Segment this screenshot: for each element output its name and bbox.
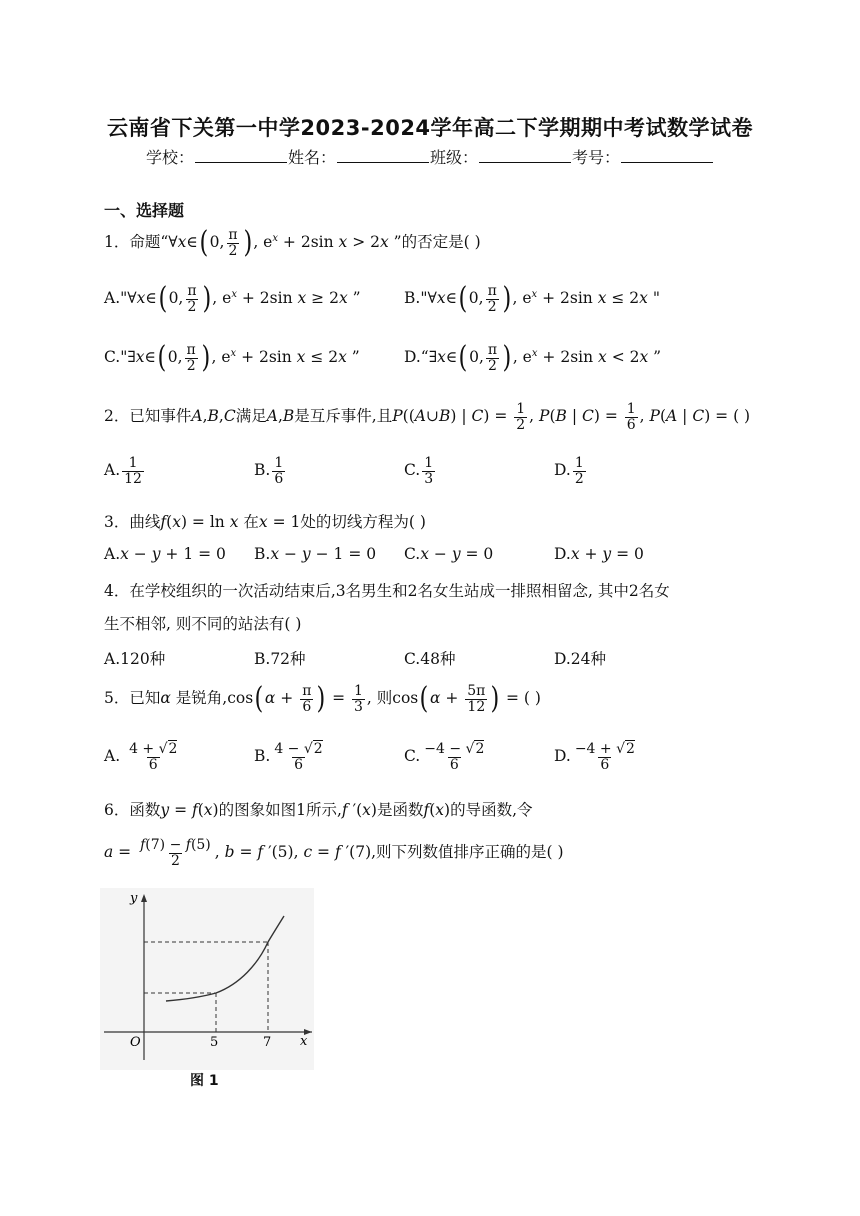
q1-option-d[interactable]: D.“∃x∈(0, $\frac{\pi}{2}$ ), $e^x + 2\sin$ x < 2x ”	[404, 340, 662, 376]
q6-stem-mid2: 是函数	[376, 801, 424, 819]
q1-option-c[interactable]: C."∃x∈(0, $\frac{\pi}{2}$ ), $e^x + 2\sin$ x ≤ 2x ”	[104, 340, 360, 376]
q2-stem: 2．已知事件	[104, 407, 192, 426]
q6-stem-mid: 的图象如图1所示,	[218, 801, 342, 819]
q3-option-c[interactable]: C.x − y = 0	[404, 545, 494, 563]
q5-b-label: B.	[254, 747, 271, 766]
x-axis-label: x	[300, 1034, 308, 1049]
q1-a-label: A."	[104, 289, 128, 308]
q1-b-label: B."	[404, 289, 428, 308]
name-blank[interactable]	[337, 148, 429, 163]
question-6-line-1: 6．函数y = f(x)的图象如图1所示,f ′(x)是函数f(x)的导函数,令	[104, 801, 533, 819]
q3-option-d[interactable]: D.x + y = 0	[554, 545, 644, 563]
q6-stem-post: 的导函数,令	[450, 801, 533, 819]
q2-mid2: 是互斥事件,且	[294, 407, 393, 426]
name-label: 姓名：	[287, 148, 336, 167]
q5-stem-pre: 5．已知	[104, 689, 161, 708]
q2-option-a[interactable]: A. $\frac{1}{12}$	[104, 455, 142, 487]
q4-option-b[interactable]: B.72种	[254, 650, 306, 668]
figure-caption: 图 1	[190, 1073, 219, 1089]
q3-option-b[interactable]: B.x − y − 1 = 0	[254, 545, 377, 563]
q5-option-b[interactable]: B. $\frac{4 - √2}{6}$	[254, 741, 323, 773]
q2-d-label: D.	[554, 461, 571, 480]
q6-stem-pre: 6．函数	[104, 801, 161, 819]
y-axis-label: y	[130, 891, 138, 906]
q6-line2-post: ,则下列数值排序正确的是( )	[371, 843, 564, 862]
q4-option-c[interactable]: C.48种	[404, 650, 456, 668]
q2-b-label: B.	[254, 461, 271, 480]
q2-mid1: 满足	[235, 407, 267, 426]
school-blank[interactable]	[195, 148, 287, 163]
origin-label: O	[130, 1035, 141, 1050]
question-4-line-1: 4．在学校组织的一次活动结束后,3名男生和2名女生站成一排照相留念, 其中2名女	[104, 582, 670, 600]
q2-option-c[interactable]: C. $\frac{1}{3}$	[404, 455, 434, 487]
q5-option-a[interactable]: A. $\frac{4 + √2}{6}$	[104, 741, 178, 773]
q1-d-label: D.“	[404, 348, 429, 367]
q5-stem-mid: 是锐角,	[175, 689, 228, 708]
q4-option-d[interactable]: D.24种	[554, 650, 607, 668]
q2-option-b[interactable]: B. $\frac{1}{6}$	[254, 455, 284, 487]
q5-option-d[interactable]: D. $\frac{-4 + √2}{6}$	[554, 741, 635, 773]
q2-c-label: C.	[404, 461, 421, 480]
question-2: 2．已知事件A,B,C满足A,B是互斥事件,且P((A∪B) | C) = $\frac{1}{2}$ , P(B | C) = $\frac{1}{6}$ , P(A | C) = ( )	[104, 401, 751, 433]
exam-title: 云南省下关第一中学2023-2024学年高二下学期期中考试数学试卷	[106, 116, 754, 140]
tick-5-label: 5	[210, 1035, 219, 1050]
tick-7-label: 7	[263, 1035, 272, 1050]
q3-c-label: C.	[404, 545, 421, 563]
q4-option-a[interactable]: A.120种	[104, 650, 166, 668]
q3-stem-mid: 在	[243, 513, 259, 531]
q3-stem-post: 处的切线方程为( )	[300, 513, 426, 531]
figure-1	[100, 888, 320, 1088]
q3-stem-pre: 3．曲线	[104, 513, 161, 531]
q3-b-label: B.	[254, 545, 271, 563]
q1-stem-post: ”的否定是( )	[393, 233, 481, 252]
question-5: 5．已知α 是锐角,cos(α + $\frac{\pi}{6}$ ) = $\frac{1}{3}$ , 则cos(α + $\frac{5\pi}{12}$ ) = ( )	[104, 681, 541, 717]
question-4-line-2: 生不相邻, 则不同的站法有( )	[104, 615, 302, 633]
q5-option-c[interactable]: C. $\frac{-4 - √2}{6}$	[404, 741, 485, 773]
q5-a-label: A.	[104, 747, 121, 766]
q3-option-a[interactable]: A.x − y + 1 = 0	[104, 545, 226, 563]
q2-a-label: A.	[104, 461, 121, 480]
question-6-line-2: a = $\frac{f(7) - f(5)}{2}$ , b = f ′(5), c = f ′(7),则下列数值排序正确的是( )	[104, 837, 564, 869]
school-label: 学校：	[145, 148, 194, 167]
class-blank[interactable]	[479, 148, 571, 163]
q5-d-label: D.	[554, 747, 571, 766]
question-3: 3．曲线f(x) = ln x 在x = 1处的切线方程为( )	[104, 513, 426, 531]
q3-d-label: D.	[554, 545, 571, 563]
q1-c-label: C."	[104, 348, 128, 367]
number-blank[interactable]	[621, 148, 713, 163]
q5-stem-mid2: , 则	[366, 689, 393, 708]
q1-option-a[interactable]: A."∀x∈(0, $\frac{\pi}{2}$ ), $e^x + 2\sin$ x ≥ 2x ”	[104, 281, 361, 317]
q5-c-label: C.	[404, 747, 421, 766]
section-heading: 一、选择题	[104, 201, 185, 220]
q2-option-d[interactable]: D. $\frac{1}{2}$	[554, 455, 584, 487]
q1-stem-pre: 1．命题“	[104, 233, 169, 252]
number-label: 考号：	[572, 148, 621, 167]
q3-a-label: A.	[104, 545, 121, 563]
question-1: 1．命题“∀x∈(0, $\frac{\pi}{2}$ ), $e^x + 2\sin$ x > 2x ”的否定是( )	[104, 225, 481, 261]
class-label: 班级：	[430, 148, 479, 167]
q1-option-b[interactable]: B."∀x∈(0, $\frac{\pi}{2}$ ), $e^x + 2\sin$ x ≤ 2x "	[404, 281, 660, 317]
student-info	[0, 145, 860, 168]
